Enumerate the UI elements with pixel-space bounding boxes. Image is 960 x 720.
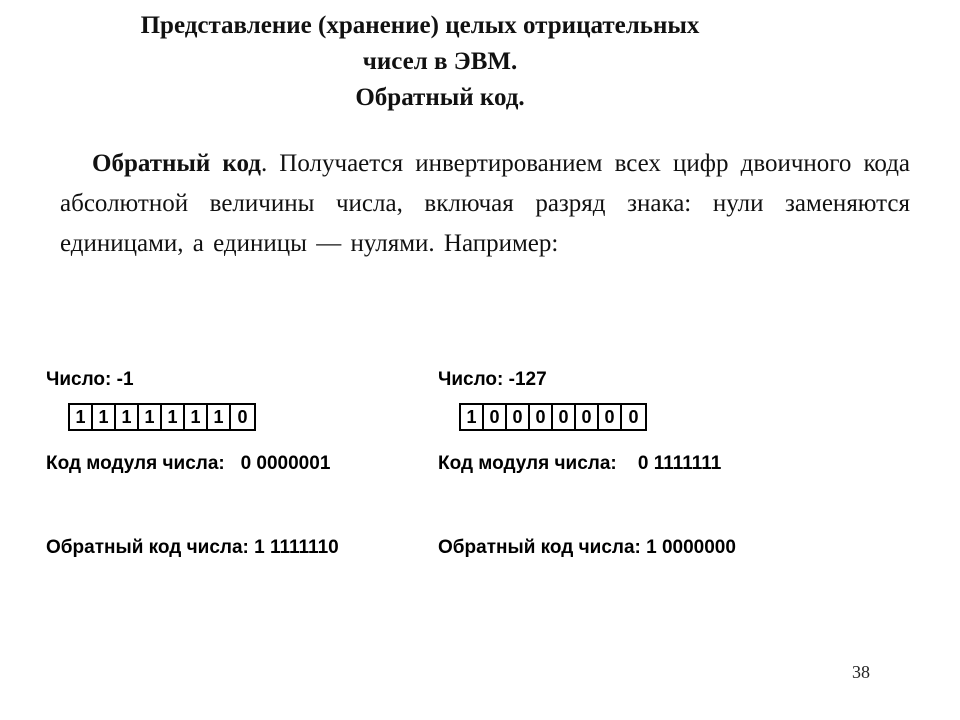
- bit-cell: 1: [116, 405, 139, 429]
- bit-cell: 0: [507, 405, 530, 429]
- bit-cell: 1: [208, 405, 231, 429]
- example-minus-1: [46, 310, 339, 590]
- title-line-3: Обратный код.: [355, 84, 525, 111]
- bit-cell: 1: [461, 405, 484, 429]
- definition-term: Обратный код: [92, 150, 261, 177]
- example-number-label: Число: -127: [438, 369, 547, 390]
- bit-cell: 1: [70, 405, 93, 429]
- bit-cell: 0: [628, 406, 639, 427]
- example-minus-127: [438, 310, 736, 590]
- example-module-code: Код модуля числа: 0 1111111: [438, 453, 722, 474]
- definition-paragraph: [60, 144, 910, 264]
- example-module-code: Код модуля числа: 0 0000001: [46, 453, 331, 474]
- definition-text: . Получается инвертированием всех цифр двоичного кода абсолютной величины числа, включая разряд знака: нули заменяются единицами, а единицы — нулями. Например:: [60, 150, 911, 257]
- page-number: 38: [852, 662, 870, 682]
- title-line-2: чисел в ЭВМ.: [362, 48, 518, 75]
- example-number-label: Число: -1: [46, 369, 134, 390]
- example-inverse-code: Обратный код числа: 1 0000000: [438, 537, 736, 558]
- bit-cell: 0: [553, 405, 576, 429]
- bit-cell: 1: [185, 405, 208, 429]
- title-line-1: Представление (хранение) целых отрицательных: [140, 12, 700, 39]
- bit-cell: 0: [576, 405, 599, 429]
- bit-cell: 1: [162, 405, 185, 429]
- bit-cell: 0: [530, 405, 553, 429]
- bit-cell: 0: [237, 406, 248, 427]
- bit-cell: 1: [139, 405, 162, 429]
- bit-grid-minus-1: [68, 403, 256, 431]
- bit-cell: 0: [599, 405, 622, 429]
- bit-grid-minus-127: [459, 403, 647, 431]
- example-inverse-code: Обратный код числа: 1 1111110: [46, 537, 339, 558]
- slide-title: [0, 8, 960, 116]
- bit-cell: 1: [93, 405, 116, 429]
- bit-cell: 0: [484, 405, 507, 429]
